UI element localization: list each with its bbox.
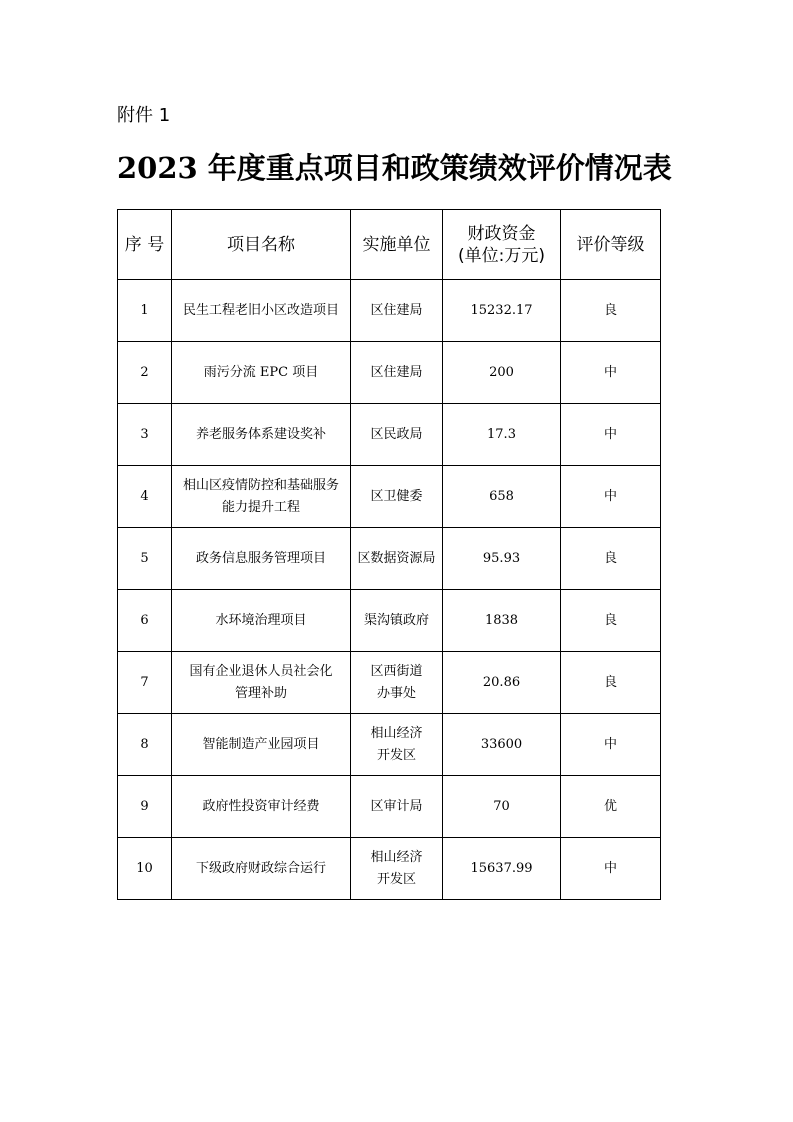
table-row xyxy=(118,590,661,652)
cell-implementing-unit-line1: 区住建局 xyxy=(370,364,423,380)
table-row xyxy=(118,342,661,404)
cell-funds-line1: 17.3 xyxy=(487,426,516,442)
cell-grade xyxy=(561,280,661,342)
cell-project-name xyxy=(172,838,351,900)
cell-grade xyxy=(561,466,661,528)
cell-funds-line1: 95.93 xyxy=(482,550,521,566)
cell-implementing-unit xyxy=(351,342,443,404)
cell-implementing-unit-line1: 区住建局 xyxy=(370,302,423,318)
cell-implementing-unit-line1: 区卫健委 xyxy=(370,488,423,504)
cell-funds xyxy=(443,466,561,528)
cell-index-line1: 3 xyxy=(140,426,149,442)
cell-funds-line1: 20.86 xyxy=(482,674,521,690)
cell-funds xyxy=(443,590,561,652)
cell-grade xyxy=(561,404,661,466)
cell-grade xyxy=(561,714,661,776)
cell-funds-line1: 33600 xyxy=(480,736,523,752)
cell-project-name xyxy=(172,342,351,404)
cell-project-name xyxy=(172,776,351,838)
cell-grade xyxy=(561,528,661,590)
cell-funds xyxy=(443,528,561,590)
cell-index xyxy=(118,404,172,466)
cell-implementing-unit xyxy=(351,590,443,652)
cell-funds xyxy=(443,404,561,466)
cell-grade xyxy=(561,652,661,714)
table-row xyxy=(118,714,661,776)
cell-implementing-unit xyxy=(351,528,443,590)
cell-implementing-unit xyxy=(351,714,443,776)
cell-implementing-unit-line1: 区审计局 xyxy=(370,798,423,814)
cell-implementing-unit xyxy=(351,466,443,528)
cell-grade-line1: 良 xyxy=(603,612,617,628)
cell-index-line1: 7 xyxy=(140,674,149,690)
cell-grade-line1: 中 xyxy=(603,426,617,442)
cell-project-name xyxy=(172,590,351,652)
cell-implementing-unit xyxy=(351,280,443,342)
cell-index-line1: 6 xyxy=(140,612,149,628)
table-row xyxy=(118,776,661,838)
cell-funds xyxy=(443,652,561,714)
cell-project-name-line1: 民生工程老旧小区改造项目 xyxy=(182,302,339,318)
cell-project-name-line1: 国有企业退休人员社会化 xyxy=(189,663,333,679)
cell-grade-line1: 优 xyxy=(603,798,617,814)
cell-project-name-line2: 能力提升工程 xyxy=(221,499,300,515)
table-row xyxy=(118,280,661,342)
cell-funds-line1: 15637.99 xyxy=(470,860,533,876)
cell-index-line1: 4 xyxy=(140,488,149,504)
cell-grade-line1: 良 xyxy=(603,674,617,690)
cell-project-name xyxy=(172,652,351,714)
cell-implementing-unit-line1: 相山经济 xyxy=(370,849,423,865)
cell-implementing-unit xyxy=(351,776,443,838)
cell-implementing-unit xyxy=(351,404,443,466)
cell-implementing-unit-line1: 区西街道 xyxy=(370,663,423,679)
header-implementing-unit: 实施单位 xyxy=(351,210,443,280)
cell-funds-line1: 1838 xyxy=(484,612,519,628)
cell-grade-line1: 良 xyxy=(603,302,617,318)
table-row xyxy=(118,404,661,466)
cell-index-line1: 8 xyxy=(140,736,149,752)
cell-grade-line1: 中 xyxy=(603,860,617,876)
cell-index xyxy=(118,652,172,714)
cell-index xyxy=(118,838,172,900)
cell-implementing-unit-line2: 开发区 xyxy=(376,747,416,763)
cell-implementing-unit xyxy=(351,652,443,714)
cell-implementing-unit-line2: 开发区 xyxy=(376,871,416,887)
cell-project-name xyxy=(172,528,351,590)
table-row xyxy=(118,838,661,900)
header-grade: 评价等级 xyxy=(561,210,661,280)
cell-project-name-line1: 政府性投资审计经费 xyxy=(202,798,320,814)
header-funds-line1: 财政资金 xyxy=(467,223,536,244)
table-row xyxy=(118,528,661,590)
cell-index xyxy=(118,280,172,342)
cell-funds xyxy=(443,776,561,838)
cell-index xyxy=(118,714,172,776)
cell-index-line1: 9 xyxy=(140,798,149,814)
cell-implementing-unit-line1: 相山经济 xyxy=(370,725,423,741)
cell-funds xyxy=(443,342,561,404)
cell-grade xyxy=(561,838,661,900)
cell-project-name xyxy=(172,404,351,466)
cell-project-name-line1: 水环境治理项目 xyxy=(215,612,307,628)
cell-project-name-line1: 智能制造产业园项目 xyxy=(202,736,320,752)
table-row xyxy=(118,466,661,528)
cell-index-line1: 5 xyxy=(140,550,149,566)
cell-project-name-line1: 政务信息服务管理项目 xyxy=(195,550,326,566)
cell-grade-line1: 中 xyxy=(603,364,617,380)
cell-index-line1: 1 xyxy=(140,302,149,318)
cell-funds-line1: 15232.17 xyxy=(470,302,533,318)
cell-grade xyxy=(561,342,661,404)
cell-project-name-line1: 下级政府财政综合运行 xyxy=(195,860,326,876)
cell-funds-line1: 200 xyxy=(489,364,514,380)
cell-grade xyxy=(561,590,661,652)
cell-implementing-unit-line1: 渠沟镇政府 xyxy=(363,612,429,628)
table-row xyxy=(118,652,661,714)
table-header-row xyxy=(118,210,661,280)
cell-index-line1: 2 xyxy=(140,364,149,380)
cell-implementing-unit xyxy=(351,838,443,900)
cell-funds xyxy=(443,714,561,776)
cell-index xyxy=(118,528,172,590)
cell-funds xyxy=(443,280,561,342)
header-project-name: 项目名称 xyxy=(172,210,351,280)
cell-implementing-unit-line1: 区民政局 xyxy=(370,426,423,442)
cell-grade-line1: 中 xyxy=(603,736,617,752)
cell-funds-line1: 658 xyxy=(489,488,514,504)
cell-project-name-line1: 相山区疫情防控和基础服务 xyxy=(182,477,339,493)
cell-project-name-line2: 管理补助 xyxy=(234,685,287,701)
performance-table xyxy=(117,209,661,900)
cell-grade-line1: 中 xyxy=(603,488,617,504)
cell-index xyxy=(118,466,172,528)
header-index: 序 号 xyxy=(118,210,172,280)
cell-implementing-unit-line1: 区数据资源局 xyxy=(357,550,436,566)
page-title: 2023 年度重点项目和政策绩效评价情况表 xyxy=(117,151,672,185)
header-funds-line2: (单位:万元) xyxy=(458,245,545,266)
cell-implementing-unit-line2: 办事处 xyxy=(376,685,416,701)
cell-grade xyxy=(561,776,661,838)
attachment-label: 附件 1 xyxy=(117,105,171,126)
header-funds xyxy=(443,210,561,280)
cell-project-name-line1: 养老服务体系建设奖补 xyxy=(195,426,326,442)
cell-project-name-line1: 雨污分流 EPC 项目 xyxy=(203,364,319,380)
cell-project-name xyxy=(172,466,351,528)
cell-project-name xyxy=(172,280,351,342)
cell-index xyxy=(118,590,172,652)
cell-index xyxy=(118,342,172,404)
cell-funds-line1: 70 xyxy=(493,798,510,814)
cell-index-line1: 10 xyxy=(136,860,153,876)
cell-funds xyxy=(443,838,561,900)
cell-grade-line1: 良 xyxy=(603,550,617,566)
cell-index xyxy=(118,776,172,838)
cell-project-name xyxy=(172,714,351,776)
